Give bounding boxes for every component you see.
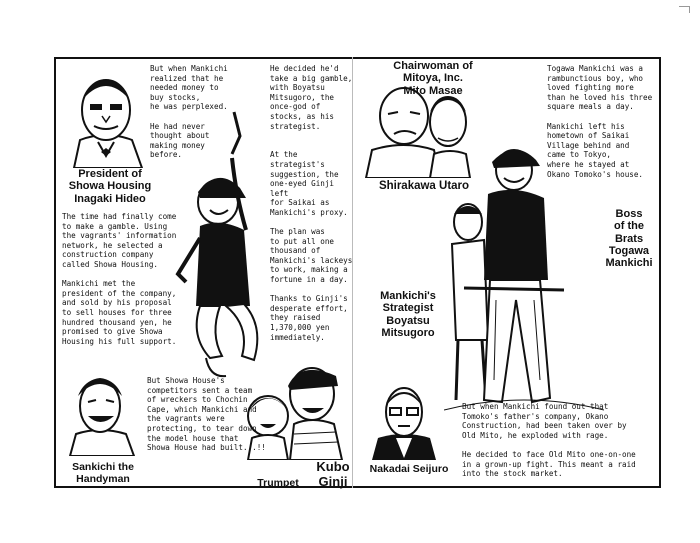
label-inagaki-hideo: President of Showa Housing Inagaki Hideo (68, 168, 152, 205)
label-trumpet: Trumpet (257, 477, 299, 489)
label-shirakawa-utaro: Shirakawa Utaro (378, 180, 470, 192)
label-togawa-mankichi: Boss of the Brats Togawa Mankichi (605, 208, 653, 270)
narration-gamble-plan: He decided he'd take a big gamble, with Boyatsu Mitsugoro, the once-god of stocks, as his strategist. At the strategist's suggestion, the one-eyed Ginji left for Saikai as Mankichi's proxy. The plan was to put all one thousand of Mankichi's lackeys to work, making a fortune in a day. Thanks to Ginji's desperate effort, they raised 1,370,000 yen immediately. (270, 64, 353, 342)
narration-money-problem: But when Mankichi realized that he needed money to buy stocks, he was perplexed. He had never thought about making money before. (150, 64, 228, 160)
label-nakadai-seijuro: Nakadai Seijuro (369, 463, 449, 475)
narration-stock-raid: But when Mankichi found out that Tomoko's father's company, Okano Construction, had been taken over by Old Mito, he exploded with rage. He decided to face Old Mito one-on-one in a grown-up fight. This meant a raid into the stock market. (462, 402, 636, 479)
narration-mankichi-intro: Togawa Mankichi was a rambunctious boy, who loved fighting more than he loved his three square meals a day. Mankichi left his hometown of Saikai Village behind and came to Tokyo, where he stayed at Okano Tomoko's house. (547, 64, 653, 179)
nakadai-portrait (368, 382, 440, 460)
label-sankichi: Sankichi the Handyman (72, 461, 134, 485)
inagaki-portrait (64, 70, 148, 168)
label-kubo-ginji: Kubo Ginji (316, 459, 350, 489)
narration-wreckers: But Showa House's competitors sent a team of wreckers to Chochin Cape, which Mankichi and the vagrants were protecting, to tear down the model house that Showa House had built...!! (147, 376, 266, 453)
corner-mark (679, 6, 690, 13)
sankichi-portrait (64, 372, 138, 456)
narration-showa-housing: The time had finally come to make a gamble. Using the vagrants' information network, he selected a construction company called Showa Housing. Mankichi met the president of the company, and sold by his proposal to sell houses for three hundred thousand yen, he promised to give Showa Housing his full support. (62, 212, 177, 346)
label-boyatsu-mitsugoro: Mankichi's Strategist Boyatsu Mitsugoro (380, 290, 436, 339)
label-mito-masae: Chairwoman of Mitoya, Inc. Mito Masae (393, 60, 473, 97)
